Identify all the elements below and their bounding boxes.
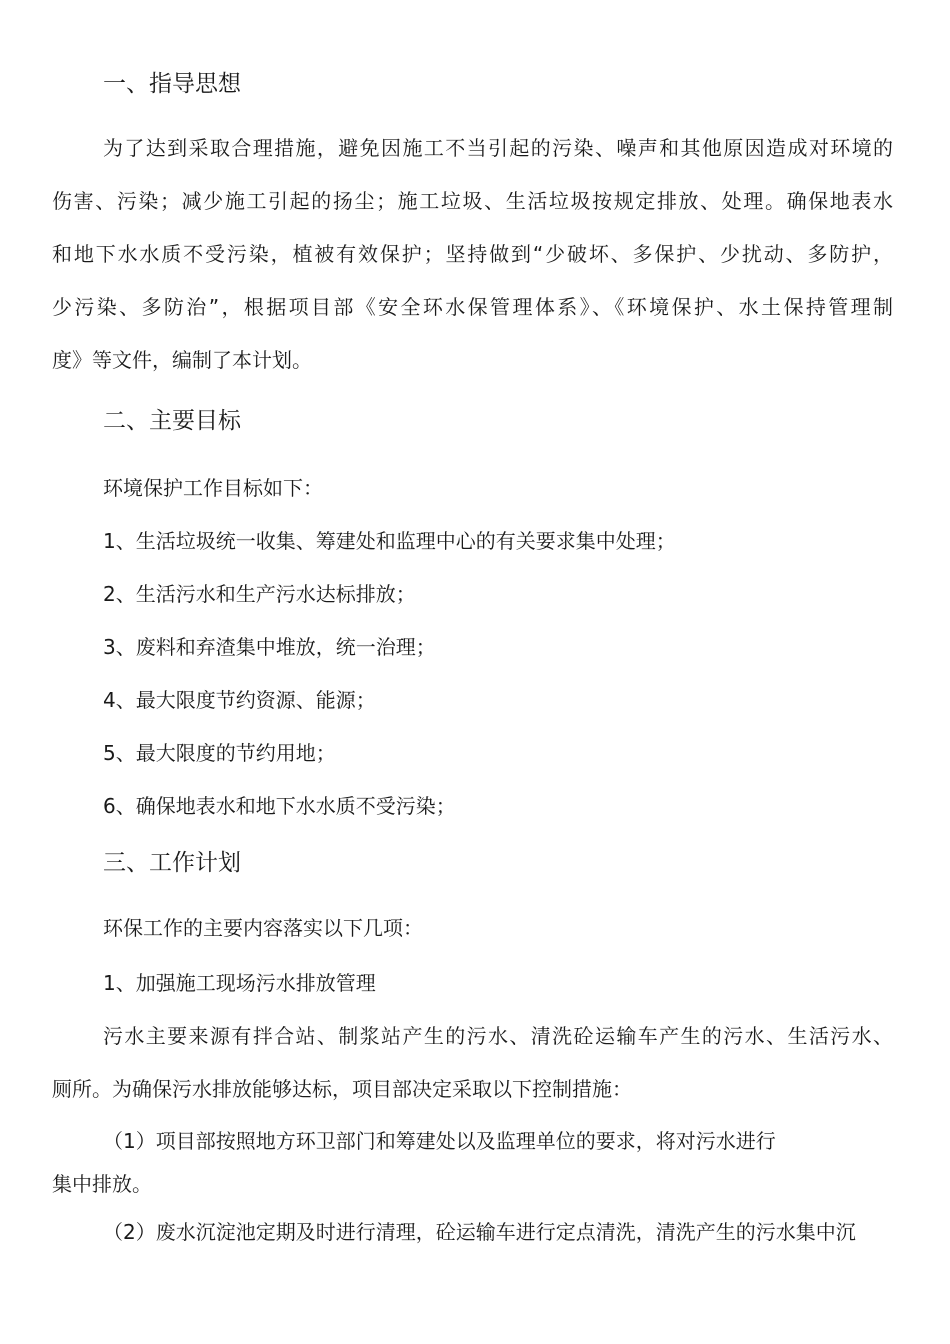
section-heading-guiding-ideology: 一、指导思想 [103, 71, 241, 97]
goal-item: 5、最大限度的节约用地； [103, 741, 336, 765]
section-intro: 环保工作的主要内容落实以下几项： [103, 916, 423, 940]
goal-item: 1、生活垃圾统一收集、筹建处和监理中心的有关要求集中处理； [103, 529, 676, 553]
subsection-heading: 1、加强施工现场污水排放管理 [103, 971, 376, 995]
measure-item-line: （2）废水沉淀池定期及时进行清理，砼运输车进行定点清洗，清洗产生的污水集中沉 [103, 1220, 856, 1244]
paragraph-line: 为了达到采取合理措施，避免因施工不当引起的污染、噪声和其他原因造成对环境的 [103, 136, 893, 160]
paragraph-line: 厕所。为确保污水排放能够达标，项目部决定采取以下控制措施： [52, 1077, 632, 1101]
goal-item: 6、确保地表水和地下水水质不受污染； [103, 794, 456, 818]
measure-item-line: 集中排放。 [52, 1172, 152, 1196]
paragraph-line: 伤害、污染；减少施工引起的扬尘；施工垃圾、生活垃圾按规定排放、处理。确保地表水 [52, 189, 893, 213]
paragraph-line: 和地下水水质不受污染，植被有效保护；坚持做到“少破坏、多保护、少扰动、多防护， [52, 242, 893, 266]
section-heading-main-goals: 二、主要目标 [103, 408, 241, 434]
paragraph-line: 少污染、多防治”，根据项目部《安全环水保管理体系》、《环境保护、水土保持管理制 [52, 295, 893, 319]
goal-item: 4、最大限度节约资源、能源； [103, 688, 376, 712]
goal-item: 3、废料和弃渣集中堆放，统一治理； [103, 635, 436, 659]
section-intro: 环境保护工作目标如下： [103, 476, 323, 500]
measure-item-line: （1）项目部按照地方环卫部门和筹建处以及监理单位的要求，将对污水进行 [103, 1129, 776, 1153]
goal-item: 2、生活污水和生产污水达标排放； [103, 582, 416, 606]
paragraph-line: 度》等文件，编制了本计划。 [52, 348, 312, 372]
paragraph-line: 污水主要来源有拌合站、制浆站产生的污水、清洗砼运输车产生的污水、生活污水、 [103, 1024, 893, 1048]
section-heading-work-plan: 三、工作计划 [103, 850, 241, 876]
